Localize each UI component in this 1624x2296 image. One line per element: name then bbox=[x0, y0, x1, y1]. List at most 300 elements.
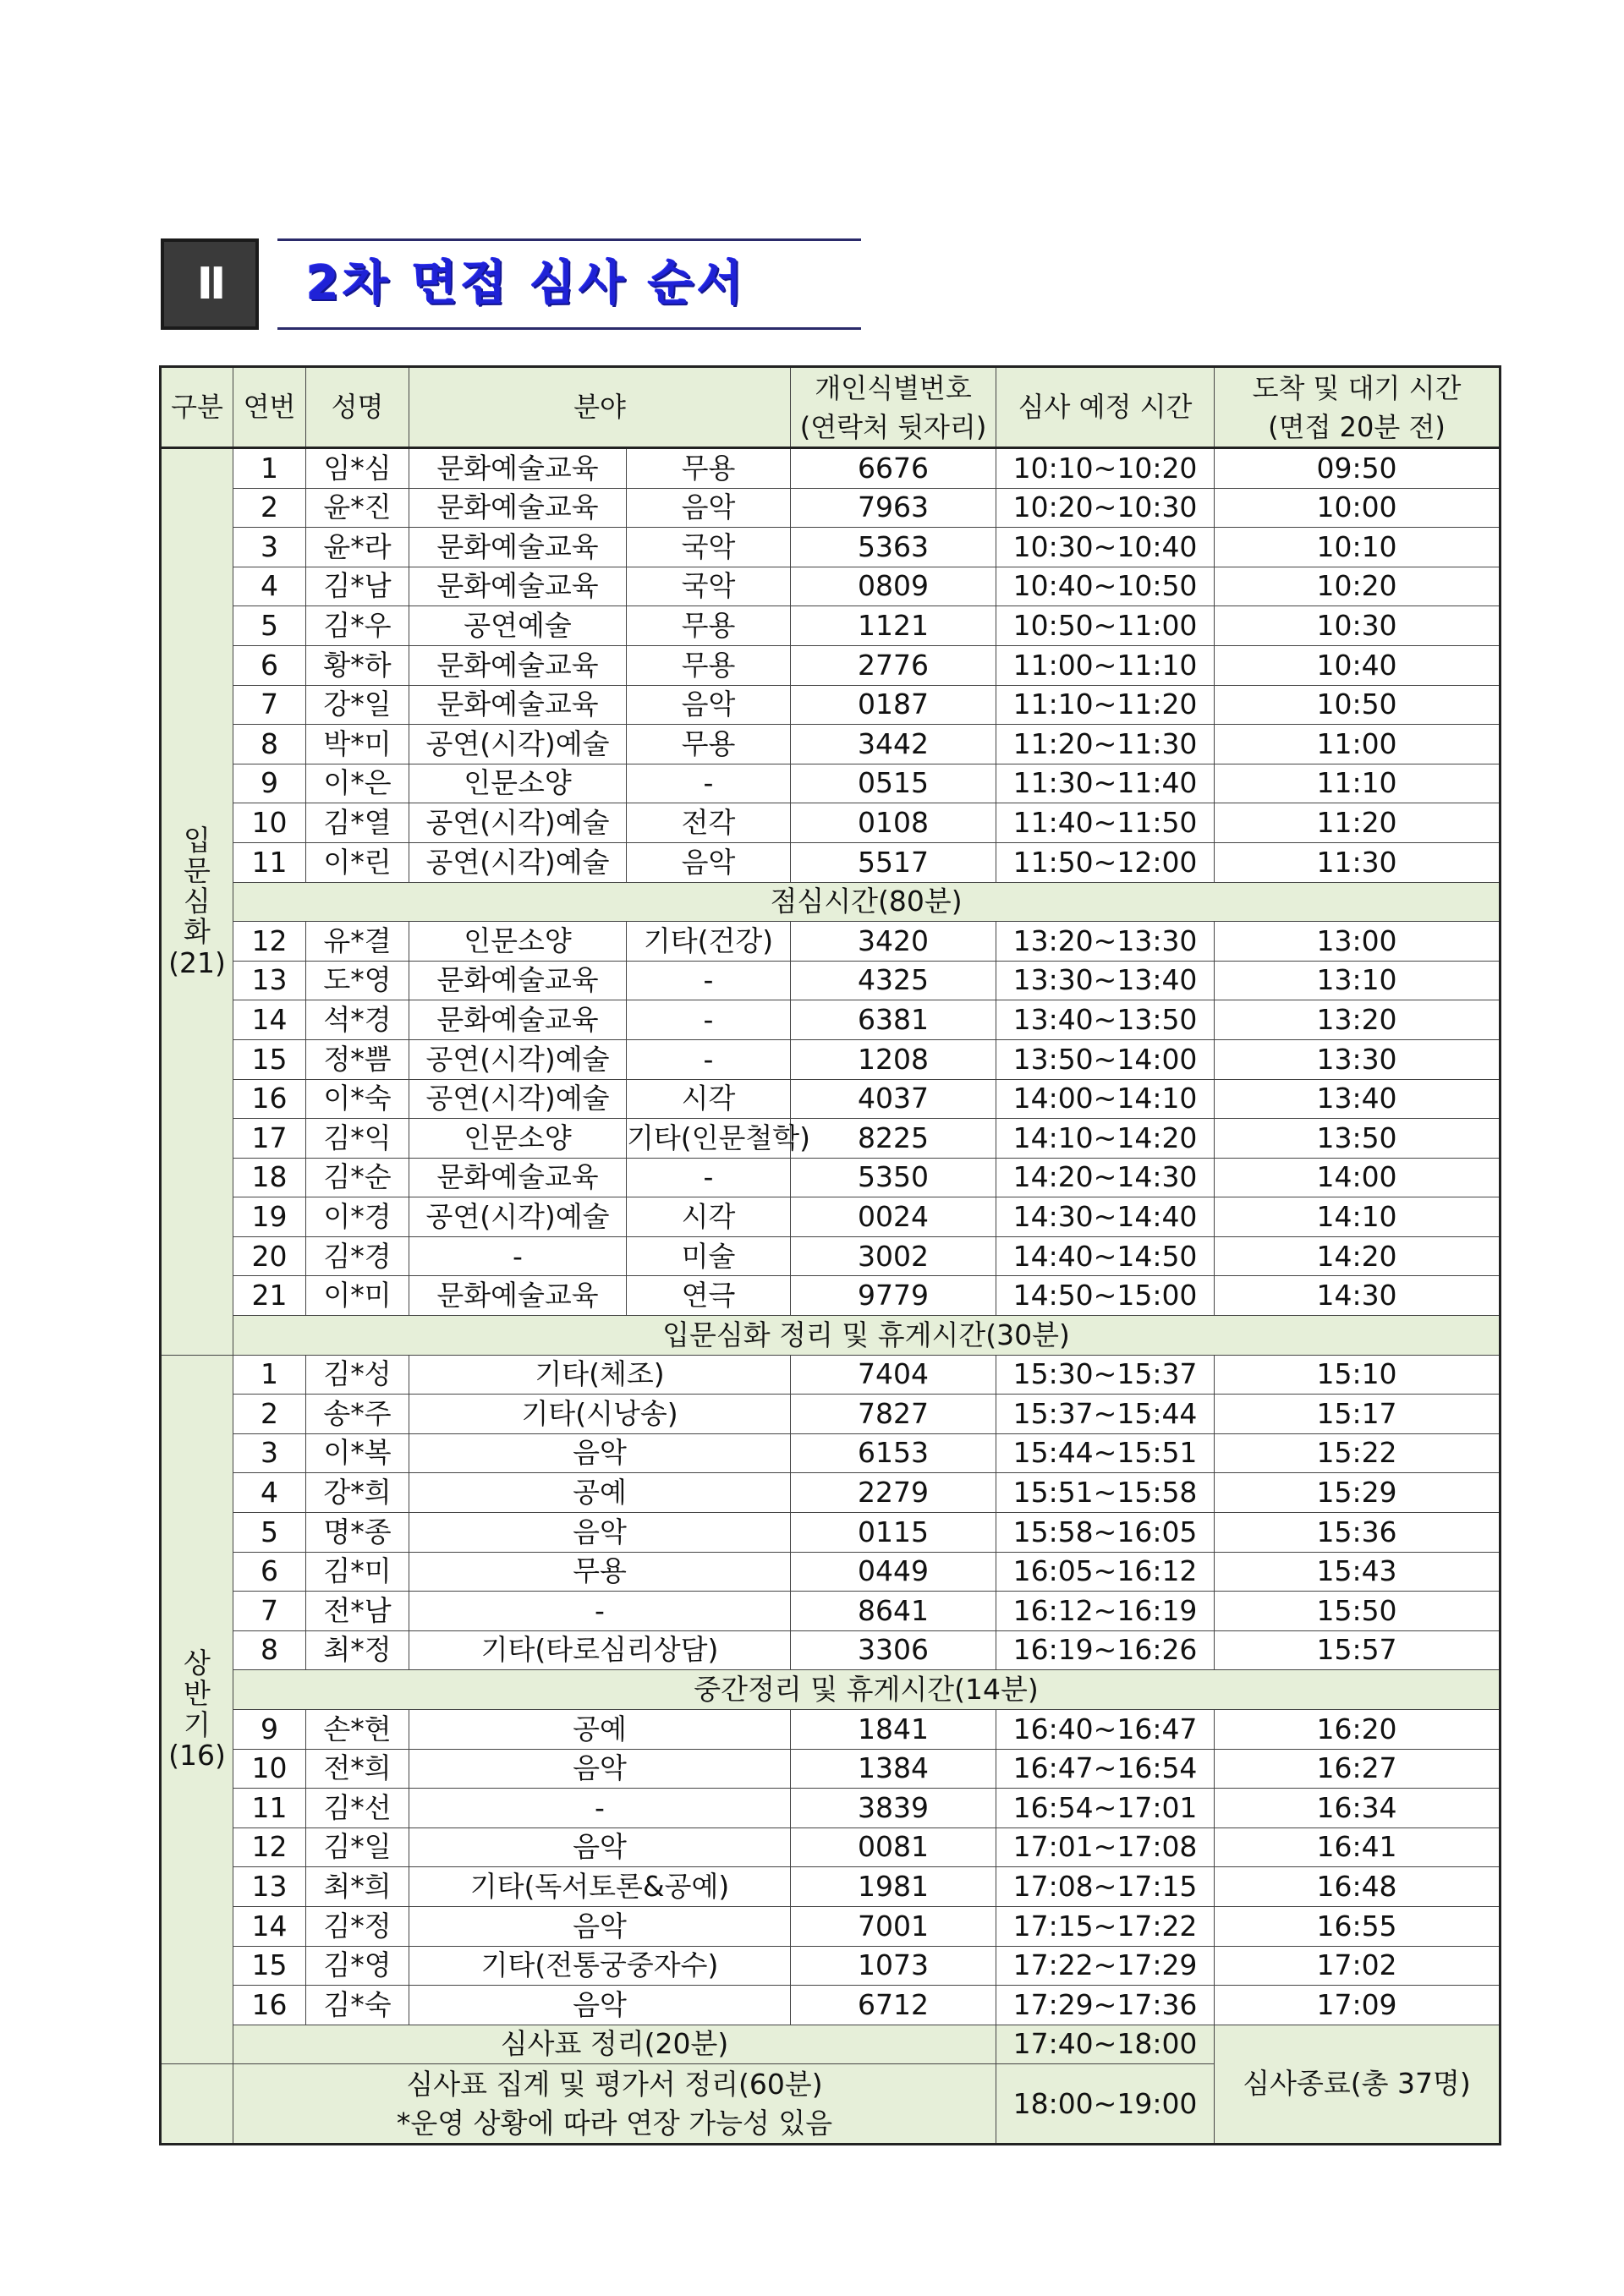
cell-arrival: 15:22 bbox=[1215, 1433, 1501, 1473]
cell-field: 음악 bbox=[409, 1827, 791, 1867]
cell-id: 7827 bbox=[791, 1395, 996, 1434]
cell-arrival: 14:30 bbox=[1215, 1276, 1501, 1316]
cell-seq: 4 bbox=[233, 1473, 306, 1513]
cell-arrival: 15:10 bbox=[1215, 1355, 1501, 1395]
table-row bbox=[161, 1630, 1501, 1670]
table-row bbox=[161, 764, 1501, 803]
cell-id: 1841 bbox=[791, 1710, 996, 1750]
group1-label-char: 입 bbox=[184, 823, 211, 857]
cell-time: 14:10~14:20 bbox=[996, 1119, 1215, 1159]
cell-time: 17:01~17:08 bbox=[996, 1827, 1215, 1867]
cell-time: 16:05~16:12 bbox=[996, 1552, 1215, 1592]
cell-field-category: 공연(시각)예술 bbox=[409, 1039, 627, 1079]
cell-seq: 11 bbox=[233, 842, 306, 882]
cell-arrival: 10:20 bbox=[1215, 567, 1501, 606]
table-header-row bbox=[161, 367, 1501, 448]
cell-field-detail: - bbox=[627, 1039, 791, 1079]
cell-seq: 1 bbox=[233, 448, 306, 489]
cell-time: 14:20~14:30 bbox=[996, 1158, 1215, 1197]
cell-arrival: 10:50 bbox=[1215, 685, 1501, 725]
cell-time: 17:29~17:36 bbox=[996, 1986, 1215, 2025]
cell-field-category: 공연(시각)예술 bbox=[409, 803, 627, 843]
cell-field-category: 인문소양 bbox=[409, 764, 627, 803]
section-number: II bbox=[161, 238, 259, 330]
cell-id: 1208 bbox=[791, 1039, 996, 1079]
cell-id: 6676 bbox=[791, 448, 996, 489]
cell-seq: 3 bbox=[233, 528, 306, 567]
cell-arrival: 13:30 bbox=[1215, 1039, 1501, 1079]
cell-name: 전*희 bbox=[306, 1749, 409, 1789]
cell-name: 전*남 bbox=[306, 1592, 409, 1631]
cell-seq: 18 bbox=[233, 1158, 306, 1197]
cell-seq: 6 bbox=[233, 1552, 306, 1592]
header-id-line2: (연락처 뒷자리) bbox=[799, 410, 987, 443]
header-arrival-line1: 도착 및 대기 시간 bbox=[1252, 371, 1462, 404]
cell-field-detail: 기타(인문철학) bbox=[627, 1119, 791, 1159]
header-seq: 연번 bbox=[233, 367, 306, 448]
table-row bbox=[161, 685, 1501, 725]
cell-name: 김*일 bbox=[306, 1827, 409, 1867]
cell-seq: 13 bbox=[233, 961, 306, 1000]
cell-seq: 13 bbox=[233, 1867, 306, 1907]
cell-field: 기타(전통궁중자수) bbox=[409, 1946, 791, 1986]
cell-time: 10:10~10:20 bbox=[996, 448, 1215, 489]
sheet-organize-time: 17:40~18:00 bbox=[996, 2025, 1215, 2064]
cell-id: 8225 bbox=[791, 1119, 996, 1159]
table-row bbox=[161, 1710, 1501, 1750]
cell-seq: 10 bbox=[233, 1749, 306, 1789]
cell-name: 이*경 bbox=[306, 1197, 409, 1237]
cell-name: 김*숙 bbox=[306, 1986, 409, 2025]
cell-arrival: 16:41 bbox=[1215, 1827, 1501, 1867]
table-row bbox=[161, 448, 1501, 489]
cell-field-category: 문화예술교육 bbox=[409, 488, 627, 528]
table-row bbox=[161, 1355, 1501, 1395]
cell-field-category: 공연(시각)예술 bbox=[409, 1197, 627, 1237]
tally-line2: *운영 상황에 따라 연장 가능성 있음 bbox=[396, 2106, 833, 2140]
cell-name: 임*심 bbox=[306, 448, 409, 489]
table-row bbox=[161, 1749, 1501, 1789]
section-title: 2차 면접 심사 순서 bbox=[306, 256, 747, 311]
cell-name: 강*희 bbox=[306, 1473, 409, 1513]
cell-name: 김*정 bbox=[306, 1906, 409, 1946]
lunch-break-band-row bbox=[161, 882, 1501, 922]
table-row bbox=[161, 645, 1501, 685]
cell-arrival: 11:10 bbox=[1215, 764, 1501, 803]
table-row bbox=[161, 606, 1501, 646]
group2-label-char: 기 bbox=[184, 1707, 211, 1741]
interview-schedule-table bbox=[159, 365, 1501, 2145]
table-row bbox=[161, 1395, 1501, 1434]
cell-field-detail: 미술 bbox=[627, 1236, 791, 1276]
cell-id: 1981 bbox=[791, 1867, 996, 1907]
cell-arrival: 17:02 bbox=[1215, 1946, 1501, 1986]
cell-seq: 9 bbox=[233, 1710, 306, 1750]
intro-wrapup-break-row bbox=[161, 1316, 1501, 1356]
cell-field: 공예 bbox=[409, 1473, 791, 1513]
cell-id: 1121 bbox=[791, 606, 996, 646]
cell-seq: 5 bbox=[233, 1513, 306, 1553]
cell-name: 박*미 bbox=[306, 725, 409, 764]
cell-id: 3442 bbox=[791, 725, 996, 764]
cell-field: 기타(타로심리상담) bbox=[409, 1630, 791, 1670]
cell-time: 16:40~16:47 bbox=[996, 1710, 1215, 1750]
cell-id: 2279 bbox=[791, 1473, 996, 1513]
cell-name: 석*경 bbox=[306, 1000, 409, 1040]
cell-id: 5350 bbox=[791, 1158, 996, 1197]
cell-field-detail: - bbox=[627, 764, 791, 803]
cell-id: 4325 bbox=[791, 961, 996, 1000]
cell-field-category: 문화예술교육 bbox=[409, 1000, 627, 1040]
cell-arrival: 15:36 bbox=[1215, 1513, 1501, 1553]
cell-id: 9779 bbox=[791, 1276, 996, 1316]
cell-seq: 9 bbox=[233, 764, 306, 803]
cell-time: 11:50~12:00 bbox=[996, 842, 1215, 882]
cell-field-detail: 시각 bbox=[627, 1197, 791, 1237]
cell-seq: 19 bbox=[233, 1197, 306, 1237]
mid-break-band-row bbox=[161, 1670, 1501, 1710]
header-name: 성명 bbox=[306, 367, 409, 448]
cell-field: 음악 bbox=[409, 1749, 791, 1789]
table-row bbox=[161, 1867, 1501, 1907]
cell-id: 1384 bbox=[791, 1749, 996, 1789]
group2-label bbox=[161, 1355, 233, 2064]
table-row bbox=[161, 1276, 1501, 1316]
table-row bbox=[161, 567, 1501, 606]
cell-arrival: 10:10 bbox=[1215, 528, 1501, 567]
group1-label-char: 문 bbox=[184, 853, 211, 887]
table-row bbox=[161, 1513, 1501, 1553]
cell-id: 7404 bbox=[791, 1355, 996, 1395]
cell-seq: 14 bbox=[233, 1000, 306, 1040]
cell-name: 윤*진 bbox=[306, 488, 409, 528]
cell-field: 기타(독서토론&공예) bbox=[409, 1867, 791, 1907]
cell-time: 11:10~11:20 bbox=[996, 685, 1215, 725]
cell-field-detail: - bbox=[627, 961, 791, 1000]
table-row bbox=[161, 1552, 1501, 1592]
cell-seq: 10 bbox=[233, 803, 306, 843]
cell-time: 10:50~11:00 bbox=[996, 606, 1215, 646]
table-row bbox=[161, 1906, 1501, 1946]
cell-id: 5363 bbox=[791, 528, 996, 567]
cell-field: 음악 bbox=[409, 1986, 791, 2025]
cell-field: - bbox=[409, 1592, 791, 1631]
table-row bbox=[161, 1789, 1501, 1828]
cell-seq: 6 bbox=[233, 645, 306, 685]
cell-id: 2776 bbox=[791, 645, 996, 685]
cell-name: 최*정 bbox=[306, 1630, 409, 1670]
cell-arrival: 11:00 bbox=[1215, 725, 1501, 764]
cell-time: 15:51~15:58 bbox=[996, 1473, 1215, 1513]
cell-arrival: 16:34 bbox=[1215, 1789, 1501, 1828]
group1-label-char: 화 bbox=[184, 915, 211, 949]
cell-name: 강*일 bbox=[306, 685, 409, 725]
cell-arrival: 16:20 bbox=[1215, 1710, 1501, 1750]
review-end-cell: 심사종료(총 37명) bbox=[1215, 2025, 1501, 2145]
cell-arrival: 15:17 bbox=[1215, 1395, 1501, 1434]
table-row bbox=[161, 1119, 1501, 1159]
cell-field-detail: 무용 bbox=[627, 606, 791, 646]
cell-arrival: 13:00 bbox=[1215, 922, 1501, 962]
cell-field-category: 문화예술교육 bbox=[409, 685, 627, 725]
cell-arrival: 16:48 bbox=[1215, 1867, 1501, 1907]
cell-time: 13:50~14:00 bbox=[996, 1039, 1215, 1079]
cell-name: 이*린 bbox=[306, 842, 409, 882]
cell-field: 음악 bbox=[409, 1906, 791, 1946]
cell-field-detail: 무용 bbox=[627, 645, 791, 685]
cell-seq: 2 bbox=[233, 1395, 306, 1434]
cell-arrival: 11:20 bbox=[1215, 803, 1501, 843]
cell-arrival: 10:30 bbox=[1215, 606, 1501, 646]
group2-count: (16) bbox=[168, 1738, 226, 1772]
cell-field-category: - bbox=[409, 1236, 627, 1276]
section-header bbox=[161, 238, 863, 330]
table-row bbox=[161, 961, 1501, 1000]
cell-id: 0024 bbox=[791, 1197, 996, 1237]
cell-field-detail: 국악 bbox=[627, 567, 791, 606]
header-arrival bbox=[1215, 367, 1501, 448]
cell-id: 0108 bbox=[791, 803, 996, 843]
cell-field: 무용 bbox=[409, 1552, 791, 1592]
cell-seq: 15 bbox=[233, 1946, 306, 1986]
cell-field-category: 문화예술교육 bbox=[409, 1158, 627, 1197]
cell-time: 17:22~17:29 bbox=[996, 1946, 1215, 1986]
cell-seq: 5 bbox=[233, 606, 306, 646]
cell-arrival: 13:40 bbox=[1215, 1079, 1501, 1119]
cell-field-category: 인문소양 bbox=[409, 1119, 627, 1159]
cell-arrival: 17:09 bbox=[1215, 1986, 1501, 2025]
cell-field-category: 공연(시각)예술 bbox=[409, 1079, 627, 1119]
cell-arrival: 16:55 bbox=[1215, 1906, 1501, 1946]
cell-field: 공예 bbox=[409, 1710, 791, 1750]
cell-id: 0081 bbox=[791, 1827, 996, 1867]
table-row bbox=[161, 1158, 1501, 1197]
tally-time: 18:00~19:00 bbox=[996, 2064, 1215, 2145]
cell-id: 3839 bbox=[791, 1789, 996, 1828]
cell-id: 0115 bbox=[791, 1513, 996, 1553]
cell-arrival: 16:27 bbox=[1215, 1749, 1501, 1789]
cell-time: 11:40~11:50 bbox=[996, 803, 1215, 843]
cell-time: 16:47~16:54 bbox=[996, 1749, 1215, 1789]
cell-time: 13:40~13:50 bbox=[996, 1000, 1215, 1040]
cell-field-detail: 시각 bbox=[627, 1079, 791, 1119]
cell-time: 11:30~11:40 bbox=[996, 764, 1215, 803]
cell-name: 김*익 bbox=[306, 1119, 409, 1159]
cell-id: 0187 bbox=[791, 685, 996, 725]
table-row bbox=[161, 922, 1501, 962]
cell-arrival: 10:40 bbox=[1215, 645, 1501, 685]
cell-arrival: 13:10 bbox=[1215, 961, 1501, 1000]
cell-seq: 8 bbox=[233, 725, 306, 764]
cell-field-detail: 국악 bbox=[627, 528, 791, 567]
table-row bbox=[161, 1827, 1501, 1867]
cell-field-detail: 연극 bbox=[627, 1276, 791, 1316]
cell-name: 김*열 bbox=[306, 803, 409, 843]
cell-seq: 17 bbox=[233, 1119, 306, 1159]
cell-time: 16:54~17:01 bbox=[996, 1789, 1215, 1828]
sheet-organize-label: 심사표 정리(20분) bbox=[233, 2025, 996, 2064]
cell-seq: 1 bbox=[233, 1355, 306, 1395]
cell-id: 3306 bbox=[791, 1630, 996, 1670]
intro-wrapup-break-band: 입문심화 정리 및 휴게시간(30분) bbox=[233, 1316, 1501, 1356]
cell-time: 15:58~16:05 bbox=[996, 1513, 1215, 1553]
cell-name: 이*복 bbox=[306, 1433, 409, 1473]
table-row bbox=[161, 1000, 1501, 1040]
cell-name: 송*주 bbox=[306, 1395, 409, 1434]
cell-seq: 4 bbox=[233, 567, 306, 606]
cell-field: 기타(시낭송) bbox=[409, 1395, 791, 1434]
cell-field-detail: - bbox=[627, 1158, 791, 1197]
cell-name: 이*미 bbox=[306, 1276, 409, 1316]
mid-break-band: 중간정리 및 휴게시간(14분) bbox=[233, 1670, 1501, 1710]
table-row bbox=[161, 725, 1501, 764]
cell-arrival: 13:20 bbox=[1215, 1000, 1501, 1040]
cell-id: 1073 bbox=[791, 1946, 996, 1986]
cell-seq: 7 bbox=[233, 685, 306, 725]
tally-line1: 심사표 집계 및 평가서 정리(60분) bbox=[406, 2067, 823, 2101]
cell-seq: 7 bbox=[233, 1592, 306, 1631]
cell-name: 김*남 bbox=[306, 567, 409, 606]
cell-field-category: 문화예술교육 bbox=[409, 567, 627, 606]
cell-seq: 16 bbox=[233, 1986, 306, 2025]
cell-arrival: 13:50 bbox=[1215, 1119, 1501, 1159]
cell-seq: 21 bbox=[233, 1276, 306, 1316]
cell-arrival: 14:20 bbox=[1215, 1236, 1501, 1276]
cell-id: 7001 bbox=[791, 1906, 996, 1946]
cell-time: 14:50~15:00 bbox=[996, 1276, 1215, 1316]
cell-field: 음악 bbox=[409, 1433, 791, 1473]
cell-name: 김*영 bbox=[306, 1946, 409, 1986]
cell-time: 15:37~15:44 bbox=[996, 1395, 1215, 1434]
cell-id: 6153 bbox=[791, 1433, 996, 1473]
cell-name: 황*하 bbox=[306, 645, 409, 685]
lunch-break-band: 점심시간(80분) bbox=[233, 882, 1501, 922]
cell-seq: 3 bbox=[233, 1433, 306, 1473]
table-row bbox=[161, 1473, 1501, 1513]
cell-arrival: 09:50 bbox=[1215, 448, 1501, 489]
header-time: 심사 예정 시간 bbox=[996, 367, 1215, 448]
cell-id: 5517 bbox=[791, 842, 996, 882]
group1-count: (21) bbox=[168, 945, 226, 979]
cell-arrival: 15:50 bbox=[1215, 1592, 1501, 1631]
cell-field: 음악 bbox=[409, 1513, 791, 1553]
cell-id: 6381 bbox=[791, 1000, 996, 1040]
header-field: 분야 bbox=[409, 367, 791, 448]
cell-time: 15:30~15:37 bbox=[996, 1355, 1215, 1395]
table-row bbox=[161, 1946, 1501, 1986]
table-row bbox=[161, 488, 1501, 528]
header-arrival-line2: (면접 20분 전) bbox=[1268, 410, 1446, 443]
sheet-organize-row bbox=[161, 2025, 1501, 2064]
cell-field-category: 문화예술교육 bbox=[409, 1276, 627, 1316]
cell-id: 4037 bbox=[791, 1079, 996, 1119]
cell-time: 11:20~11:30 bbox=[996, 725, 1215, 764]
table-row bbox=[161, 1039, 1501, 1079]
cell-name: 김*순 bbox=[306, 1158, 409, 1197]
cell-seq: 8 bbox=[233, 1630, 306, 1670]
tally-empty-group bbox=[161, 2064, 233, 2145]
cell-id: 7963 bbox=[791, 488, 996, 528]
cell-name: 김*경 bbox=[306, 1236, 409, 1276]
group2-label-char: 상 bbox=[184, 1646, 211, 1680]
cell-time: 15:44~15:51 bbox=[996, 1433, 1215, 1473]
table-row bbox=[161, 1236, 1501, 1276]
cell-field-category: 문화예술교육 bbox=[409, 645, 627, 685]
table-row bbox=[161, 1079, 1501, 1119]
cell-seq: 2 bbox=[233, 488, 306, 528]
cell-name: 정*쁨 bbox=[306, 1039, 409, 1079]
table-row bbox=[161, 1433, 1501, 1473]
cell-field-category: 문화예술교육 bbox=[409, 961, 627, 1000]
cell-time: 11:00~11:10 bbox=[996, 645, 1215, 685]
cell-seq: 14 bbox=[233, 1906, 306, 1946]
table-row bbox=[161, 1986, 1501, 2025]
table-row bbox=[161, 803, 1501, 843]
cell-id: 0449 bbox=[791, 1552, 996, 1592]
cell-seq: 11 bbox=[233, 1789, 306, 1828]
cell-name: 최*희 bbox=[306, 1867, 409, 1907]
cell-arrival: 15:29 bbox=[1215, 1473, 1501, 1513]
cell-seq: 20 bbox=[233, 1236, 306, 1276]
table-row bbox=[161, 842, 1501, 882]
cell-name: 도*영 bbox=[306, 961, 409, 1000]
cell-field-detail: 음악 bbox=[627, 842, 791, 882]
cell-name: 유*결 bbox=[306, 922, 409, 962]
cell-time: 13:20~13:30 bbox=[996, 922, 1215, 962]
cell-field-category: 공연예술 bbox=[409, 606, 627, 646]
cell-field-detail: 기타(건강) bbox=[627, 922, 791, 962]
cell-name: 김*선 bbox=[306, 1789, 409, 1828]
cell-seq: 15 bbox=[233, 1039, 306, 1079]
group1-label bbox=[161, 448, 233, 1356]
cell-id: 3002 bbox=[791, 1236, 996, 1276]
tally-label bbox=[233, 2064, 996, 2145]
cell-time: 14:30~14:40 bbox=[996, 1197, 1215, 1237]
cell-field-detail: 음악 bbox=[627, 488, 791, 528]
header-group: 구분 bbox=[161, 367, 233, 448]
table-row bbox=[161, 528, 1501, 567]
cell-arrival: 14:10 bbox=[1215, 1197, 1501, 1237]
cell-id: 0515 bbox=[791, 764, 996, 803]
cell-time: 10:40~10:50 bbox=[996, 567, 1215, 606]
group1-label-char: 심 bbox=[184, 885, 211, 918]
cell-time: 16:19~16:26 bbox=[996, 1630, 1215, 1670]
cell-field-category: 공연(시각)예술 bbox=[409, 842, 627, 882]
section-title-box bbox=[277, 238, 861, 330]
cell-field-detail: 음악 bbox=[627, 685, 791, 725]
cell-time: 14:40~14:50 bbox=[996, 1236, 1215, 1276]
cell-seq: 12 bbox=[233, 1827, 306, 1867]
cell-name: 이*숙 bbox=[306, 1079, 409, 1119]
cell-time: 16:12~16:19 bbox=[996, 1592, 1215, 1631]
cell-name: 김*우 bbox=[306, 606, 409, 646]
cell-field-detail: - bbox=[627, 1000, 791, 1040]
cell-id: 6712 bbox=[791, 1986, 996, 2025]
cell-name: 김*성 bbox=[306, 1355, 409, 1395]
cell-field-category: 인문소양 bbox=[409, 922, 627, 962]
cell-id: 3420 bbox=[791, 922, 996, 962]
cell-arrival: 15:57 bbox=[1215, 1630, 1501, 1670]
cell-arrival: 10:00 bbox=[1215, 488, 1501, 528]
cell-time: 17:15~17:22 bbox=[996, 1906, 1215, 1946]
cell-seq: 12 bbox=[233, 922, 306, 962]
group2-label-char: 반 bbox=[184, 1677, 211, 1711]
cell-time: 13:30~13:40 bbox=[996, 961, 1215, 1000]
cell-field-detail: 전각 bbox=[627, 803, 791, 843]
cell-id: 8641 bbox=[791, 1592, 996, 1631]
cell-arrival: 15:43 bbox=[1215, 1552, 1501, 1592]
header-id-line1: 개인식별번호 bbox=[815, 371, 972, 404]
